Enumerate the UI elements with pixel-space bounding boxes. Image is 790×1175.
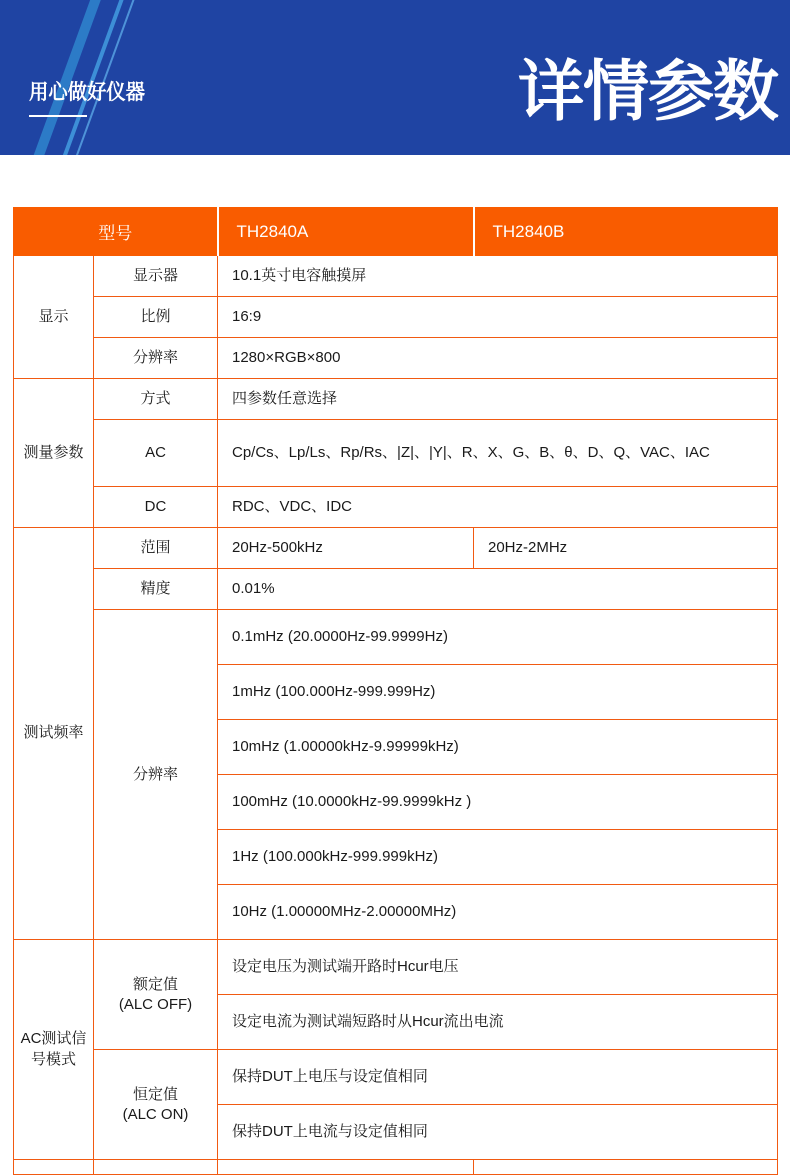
value-freq-res-3: 10mHz (1.00000kHz-9.99999kHz) — [218, 720, 778, 775]
value-display-device: 10.1英寸电容触摸屏 — [218, 256, 778, 297]
sub-label-resolution: 分辨率 — [94, 338, 218, 379]
sub-label-dc: DC — [94, 487, 218, 528]
table-row — [14, 940, 778, 995]
page-banner — [0, 0, 790, 155]
group-label-next — [14, 1160, 94, 1175]
table-row — [14, 610, 778, 665]
table-row — [14, 297, 778, 338]
sub-label-freq-resolution: 分辨率 — [94, 610, 218, 940]
value-rated-1: 设定电压为测试端开路时Hcur电压 — [218, 940, 778, 995]
group-label-display: 显示 — [14, 256, 94, 379]
header-model-label: 型号 — [14, 208, 218, 256]
table-row — [14, 379, 778, 420]
value-resolution: 1280×RGB×800 — [218, 338, 778, 379]
table-row — [14, 256, 778, 297]
sub-label-rated — [94, 940, 218, 1050]
table-row — [14, 487, 778, 528]
banner-title: 详情参数 — [518, 53, 778, 130]
specification-table — [13, 207, 778, 1175]
header-model-a: TH2840A — [218, 208, 474, 256]
group-label-ac-signal-line1: AC测试信 — [20, 1030, 87, 1048]
value-freq-res-4: 100mHz (10.0000kHz-99.9999kHz ) — [218, 775, 778, 830]
sub-label-constant-line1: 恒定值 — [132, 1086, 178, 1103]
table-row-partial — [14, 1160, 778, 1175]
value-mode: 四参数任意选择 — [218, 379, 778, 420]
header-model-b: TH2840B — [474, 208, 778, 256]
value-rated-2: 设定电流为测试端短路时从Hcur流出电流 — [218, 995, 778, 1050]
value-freq-res-6: 10Hz (1.00000MHz-2.00000MHz) — [218, 885, 778, 940]
spec-table-wrapper — [13, 207, 777, 1175]
value-next-b — [474, 1160, 778, 1175]
sub-label-mode: 方式 — [94, 379, 218, 420]
sub-label-rated-line1: 额定值 — [132, 976, 178, 993]
value-dc: RDC、VDC、IDC — [218, 487, 778, 528]
value-freq-res-5: 1Hz (100.000kHz-999.999kHz) — [218, 830, 778, 885]
table-row — [14, 569, 778, 610]
value-freq-res-2: 1mHz (100.000Hz-999.999Hz) — [218, 665, 778, 720]
value-constant-1: 保持DUT上电压与设定值相同 — [218, 1050, 778, 1105]
value-ac: Cp/Cs、Lp/Ls、Rp/Rs、|Z|、|Y|、R、X、G、B、θ、D、Q、VAC、IAC — [218, 420, 778, 487]
value-ratio: 16:9 — [218, 297, 778, 338]
table-row — [14, 338, 778, 379]
group-label-frequency: 测试频率 — [14, 528, 94, 940]
banner-diagonal-stripe — [16, 0, 114, 155]
sub-label-ratio: 比例 — [94, 297, 218, 338]
sub-label-ac: AC — [94, 420, 218, 487]
banner-tagline-underline — [29, 115, 87, 117]
banner-tagline: 用心做好仪器 — [29, 80, 145, 104]
group-label-measure: 测量参数 — [14, 379, 94, 528]
group-label-ac-signal-line2: 号模式 — [30, 1050, 76, 1068]
sub-label-accuracy: 精度 — [94, 569, 218, 610]
sub-label-next — [94, 1160, 218, 1175]
table-row — [14, 528, 778, 569]
value-range-a: 20Hz-500kHz — [218, 528, 474, 569]
sub-label-constant — [94, 1050, 218, 1160]
value-constant-2: 保持DUT上电流与设定值相同 — [218, 1105, 778, 1160]
sub-label-display-device: 显示器 — [94, 256, 218, 297]
table-row — [14, 1050, 778, 1105]
value-freq-res-1: 0.1mHz (20.0000Hz-99.9999Hz) — [218, 610, 778, 665]
value-accuracy: 0.01% — [218, 569, 778, 610]
sub-label-range: 范围 — [94, 528, 218, 569]
sub-label-rated-line2: (ALC OFF) — [118, 995, 193, 1013]
sub-label-constant-line2: (ALC ON) — [122, 1105, 189, 1123]
group-label-ac-signal — [14, 940, 94, 1160]
value-next-a — [218, 1160, 474, 1175]
table-row — [14, 420, 778, 487]
value-range-b: 20Hz-2MHz — [474, 528, 778, 569]
table-header-row — [14, 208, 778, 256]
